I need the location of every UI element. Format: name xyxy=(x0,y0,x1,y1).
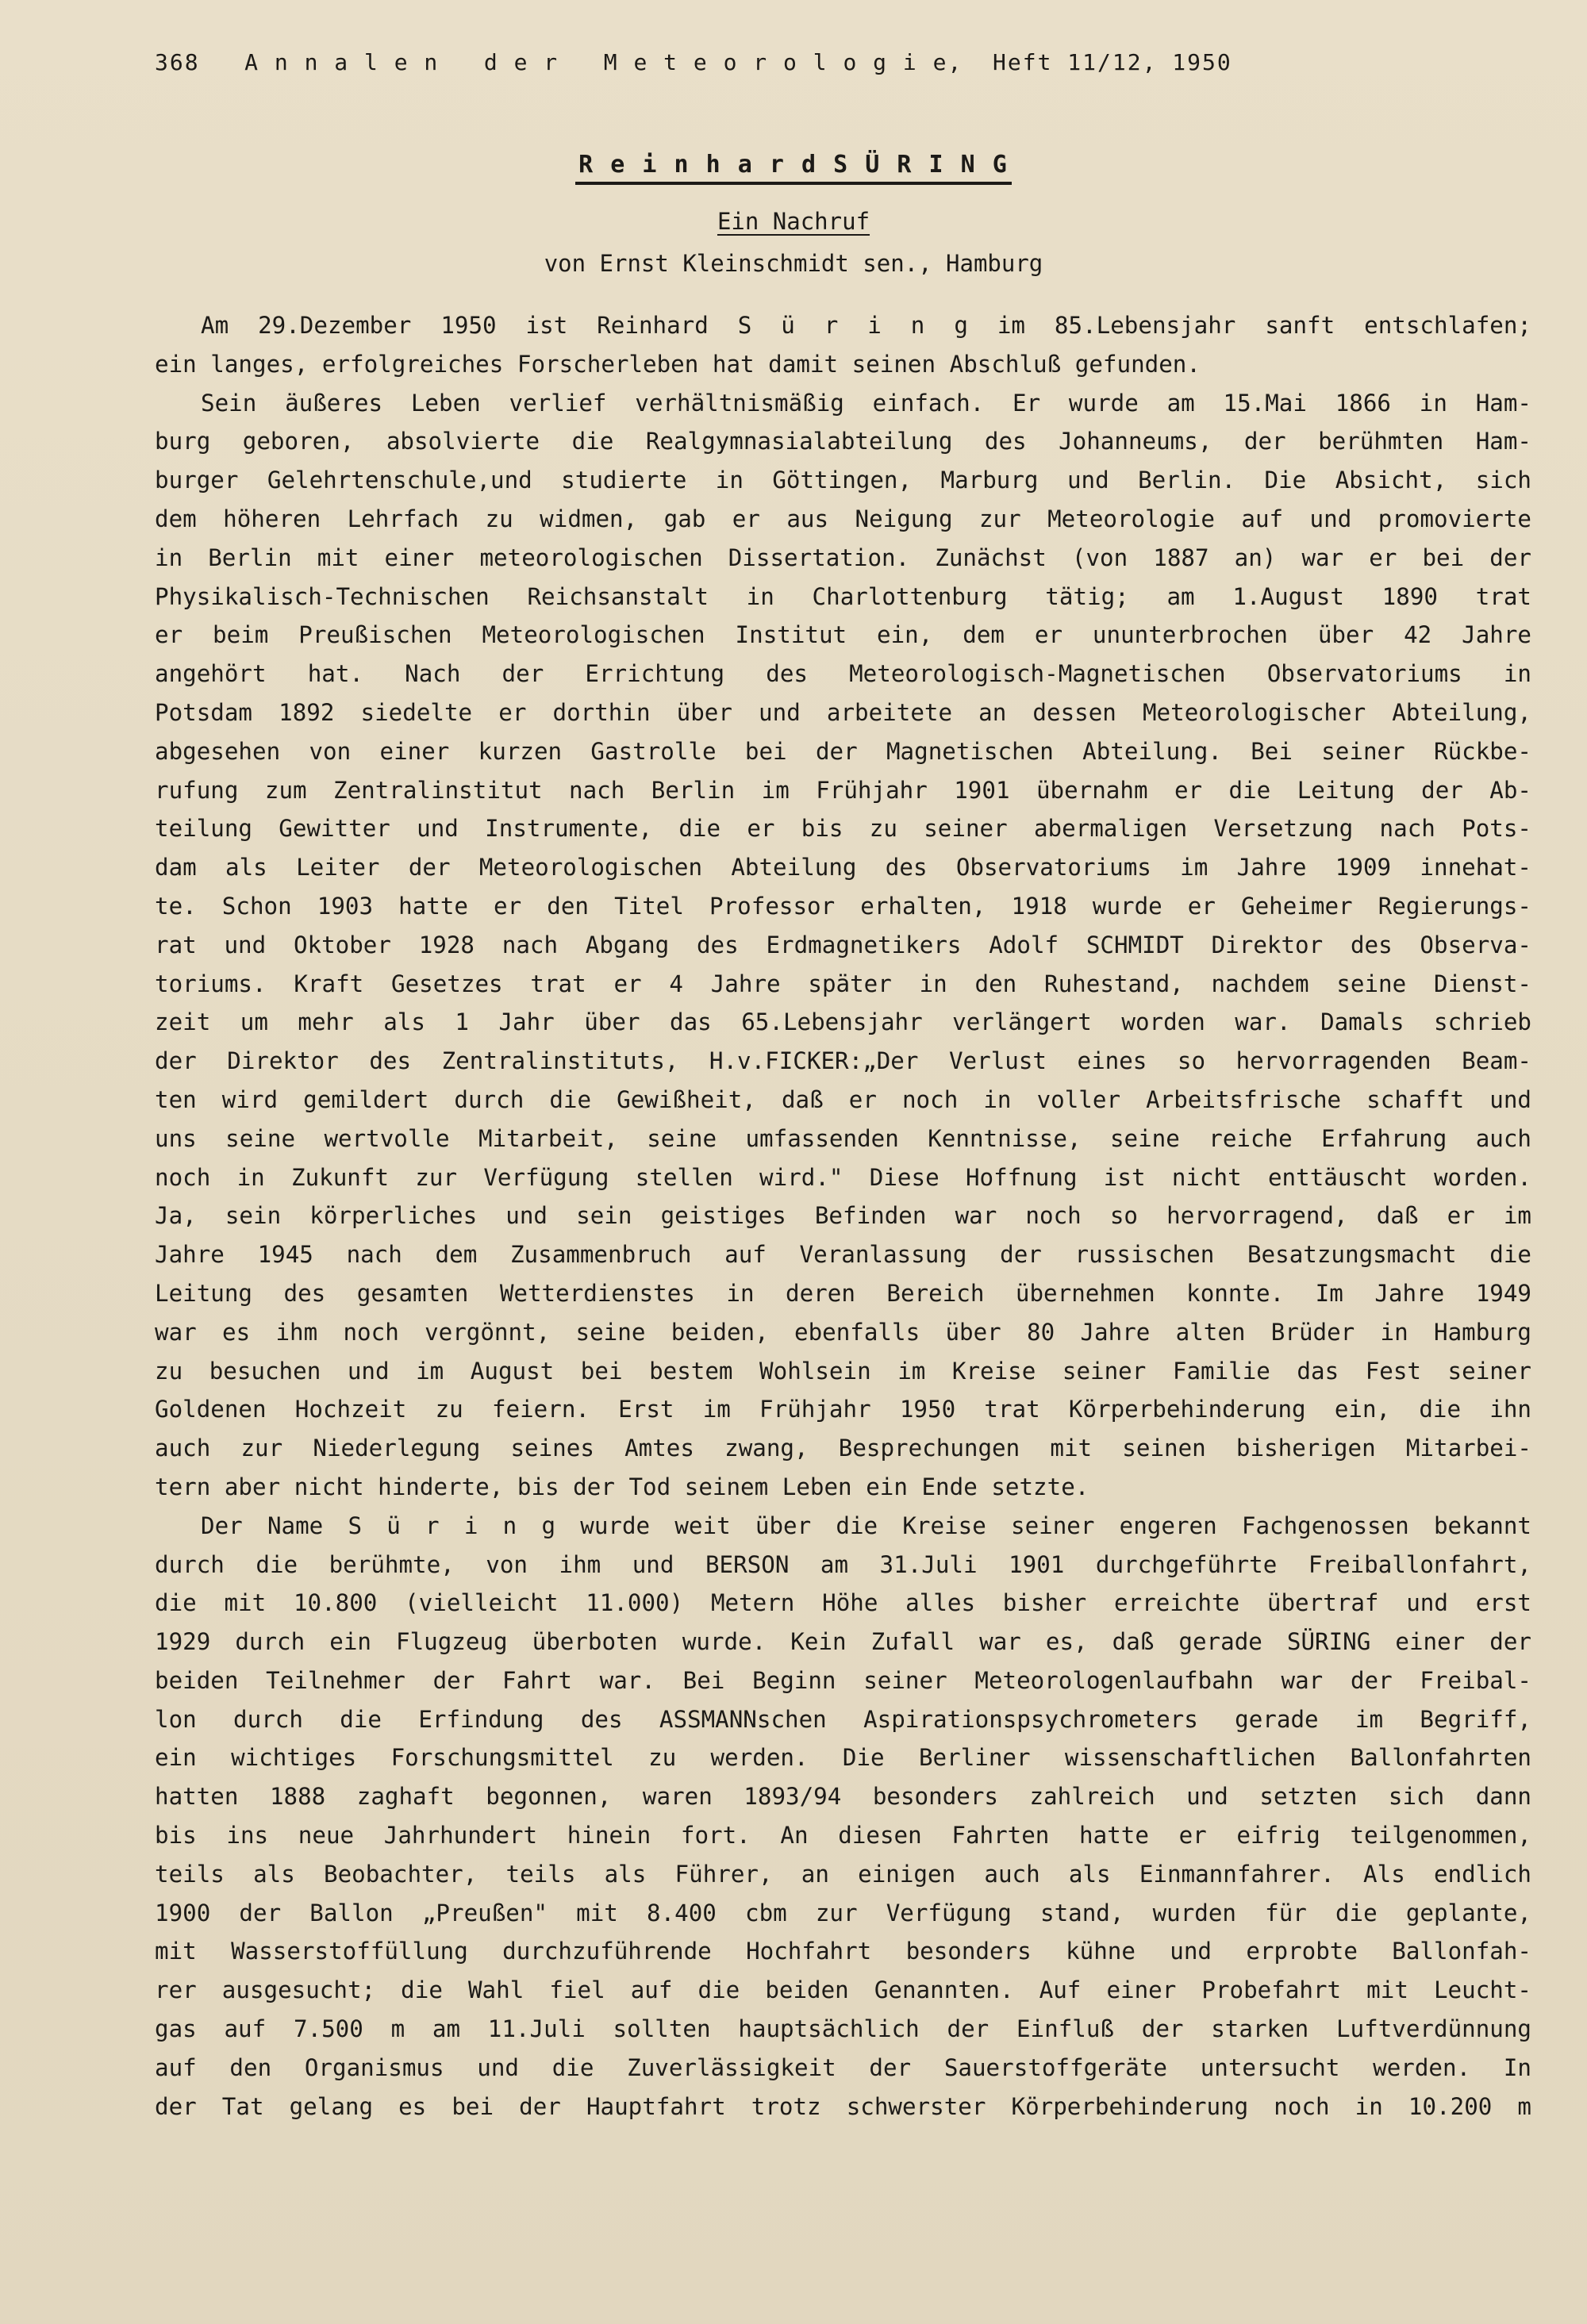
page-header: 368 A n n a l e n d e r M e t e o r o l o g i e, Heft 11/12, 1950 xyxy=(155,49,1232,75)
text-line: 1929 durch ein Flugzeug überboten wurde. Kein Zufall war es, daß gerade SÜRING einer der xyxy=(155,1628,1531,1656)
text-line: teils als Beobachter, teils als Führer, an einigen auch als Einmannfahrer. Als endlich xyxy=(155,1860,1531,1888)
text-line: beiden Teilnehmer der Fahrt war. Bei Beginn seiner Meteorologenlaufbahn war der Freibal- xyxy=(155,1666,1531,1694)
article-subtitle xyxy=(0,208,1587,235)
text-line: zeit um mehr als 1 Jahr über das 65.Lebensjahr verlängert worden war. Damals schrieb xyxy=(155,1008,1531,1036)
text-line: teilung Gewitter und Instrumente, die er bis zu seiner abermaligen Versetzung nach Pots- xyxy=(155,815,1531,843)
text-line: Der Name S ü r i n g wurde weit über die Kreise seiner engeren Fachgenossen bekannt xyxy=(201,1512,1531,1539)
text-line: Am 29.Dezember 1950 ist Reinhard S ü r i n g im 85.Lebensjahr sanft entschlafen; xyxy=(201,312,1531,339)
text-line: burger Gelehrtenschule,und studierte in Göttingen, Marburg und Berlin. Die Absicht, sich xyxy=(155,467,1531,494)
text-line: lon durch die Erfindung des ASSMANNschen Aspirationspsychrometers gerade im Begriff, xyxy=(155,1705,1531,1733)
text-line: angehört hat. Nach der Errichtung des Meteorologisch-Magnetischen Observatoriums in xyxy=(155,660,1531,688)
text-line: dam als Leiter der Meteorologischen Abteilung des Observatoriums im Jahre 1909 innehat- xyxy=(155,854,1531,882)
text-line: Physikalisch-Technischen Reichsanstalt in Charlottenburg tätig; am 1.August 1890 trat xyxy=(155,582,1531,610)
article-body xyxy=(155,306,1531,2126)
text-line: Leitung des gesamten Wetterdienstes in deren Bereich übernehmen konnte. Im Jahre 1949 xyxy=(155,1279,1531,1307)
article-title-text: R e i n h a r d S Ü R I N G xyxy=(575,151,1012,185)
article-title xyxy=(0,151,1587,185)
article-byline: von Ernst Kleinschmidt sen., Hamburg xyxy=(544,250,1043,277)
text-line: burg geboren, absolvierte die Realgymnasialabteilung des Johanneums, der berühmten Ham- xyxy=(155,428,1531,455)
text-line: Ja, sein körperliches und sein geistiges Befinden war noch so hervorragend, daß er im xyxy=(155,1202,1531,1230)
text-line: rer ausgesucht; die Wahl fiel auf die beiden Genannten. Auf einer Probefahrt mit Leucht- xyxy=(155,1976,1531,2004)
text-line: ein wichtiges Forschungsmittel zu werden. Die Berliner wissenschaftlichen Ballonfahrten xyxy=(155,1744,1531,1772)
text-line: auf den Organismus und die Zuverlässigkeit der Sauerstoffgeräte untersucht werden. In xyxy=(155,2053,1531,2081)
text-line: tern aber nicht hinderte, bis der Tod seinem Leben ein Ende setzte. xyxy=(155,1473,1089,1500)
text-line: Goldenen Hochzeit zu feiern. Erst im Frühjahr 1950 trat Körperbehinderung ein, die ihn xyxy=(155,1396,1531,1423)
text-line: dem höheren Lehrfach zu widmen, gab er aus Neigung zur Meteorologie auf und promovierte xyxy=(155,505,1531,532)
text-line: durch die berühmte, von ihm und BERSON am 31.Juli 1901 durchgeführte Freiballonfahrt, xyxy=(155,1550,1531,1578)
text-line: der Direktor des Zentralinstituts, H.v.FICKER:„Der Verlust eines so hervorragenden Beam- xyxy=(155,1047,1531,1075)
article-subtitle-text: Ein Nachruf xyxy=(717,208,870,235)
text-line: noch in Zukunft zur Verfügung stellen wird." Diese Hoffnung ist nicht enttäuscht worden. xyxy=(155,1163,1531,1191)
text-line: 1900 der Ballon „Preußen" mit 8.400 cbm zur Verfügung stand, wurden für die geplante, xyxy=(155,1899,1531,1926)
text-line: te. Schon 1903 hatte er den Titel Professor erhalten, 1918 wurde er Geheimer Regierungs- xyxy=(155,892,1531,920)
text-line: ten wird gemildert durch die Gewißheit, daß er noch in voller Arbeitsfrische schafft und xyxy=(155,1085,1531,1113)
text-line: gas auf 7.500 m am 11.Juli sollten hauptsächlich der Einfluß der starken Luftverdünnung xyxy=(155,2015,1531,2043)
text-line: auch zur Niederlegung seines Amtes zwang, Besprechungen mit seinen bisherigen Mitarbei- xyxy=(155,1435,1531,1462)
text-line: die mit 10.800 (vielleicht 11.000) Metern Höhe alles bisher erreichte übertraf und erst xyxy=(155,1589,1531,1617)
text-line: zu besuchen und im August bei bestem Wohlsein im Kreise seiner Familie das Fest seiner xyxy=(155,1357,1531,1385)
text-line: Potsdam 1892 siedelte er dorthin über und arbeitete an dessen Meteorologischer Abteilung, xyxy=(155,698,1531,726)
text-line: Jahre 1945 nach dem Zusammenbruch auf Veranlassung der russischen Besatzungsmacht die xyxy=(155,1241,1531,1269)
text-line: rat und Oktober 1928 nach Abgang des Erdmagnetikers Adolf SCHMIDT Direktor des Observa- xyxy=(155,931,1531,958)
text-line: uns seine wertvolle Mitarbeit, seine umfassenden Kenntnisse, seine reiche Erfahrung auch xyxy=(155,1124,1531,1152)
text-line: in Berlin mit einer meteorologischen Dissertation. Zunächst (von 1887 an) war er bei der xyxy=(155,544,1531,571)
text-line: ein langes, erfolgreiches Forscherleben hat damit seinen Abschluß gefunden. xyxy=(155,350,1201,378)
text-line: bis ins neue Jahrhundert hinein fort. An diesen Fahrten hatte er eifrig teilgenommen, xyxy=(155,1822,1531,1850)
text-line: war es ihm noch vergönnt, seine beiden, ebenfalls über 80 Jahre alten Brüder in Hamburg xyxy=(155,1318,1531,1346)
text-line: Sein äußeres Leben verlief verhältnismäßig einfach. Er wurde am 15.Mai 1866 in Ham- xyxy=(201,389,1531,417)
text-line: abgesehen von einer kurzen Gastrolle bei der Magnetischen Abteilung. Bei seiner Rückbe- xyxy=(155,737,1531,765)
text-line: der Tat gelang es bei der Hauptfahrt trotz schwerster Körperbehinderung noch in 10.200 m xyxy=(155,2092,1531,2120)
text-line: rufung zum Zentralinstitut nach Berlin im Frühjahr 1901 übernahm er die Leitung der Ab- xyxy=(155,776,1531,804)
text-line: mit Wasserstoffüllung durchzuführende Hochfahrt besonders kühne und erprobte Ballonfah- xyxy=(155,1938,1531,1965)
text-line: toriums. Kraft Gesetzes trat er 4 Jahre später in den Ruhestand, nachdem seine Dienst- xyxy=(155,970,1531,997)
text-line: er beim Preußischen Meteorologischen Institut ein, dem er ununterbrochen über 42 Jahre xyxy=(155,621,1531,649)
text-line: hatten 1888 zaghaft begonnen, waren 1893/94 besonders zahlreich und setzten sich dann xyxy=(155,1783,1531,1811)
